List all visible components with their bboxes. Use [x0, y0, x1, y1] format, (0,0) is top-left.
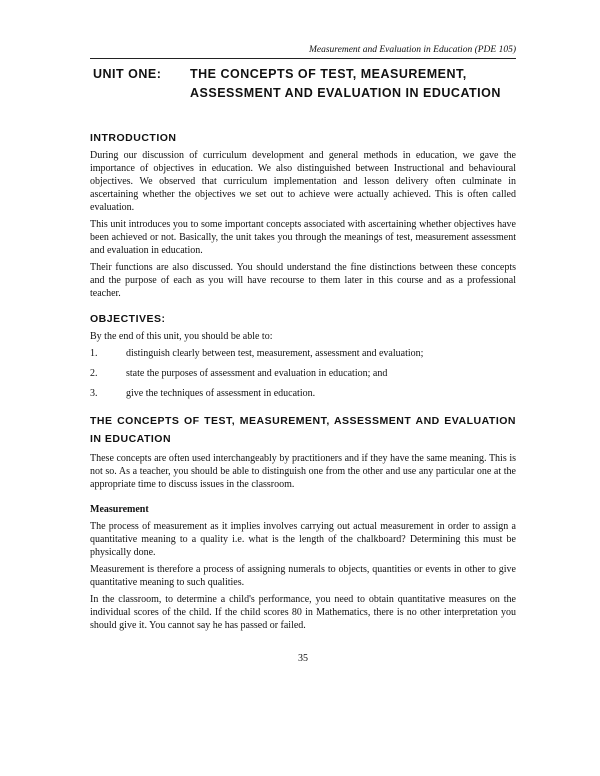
measurement-paragraph-2: Measurement is therefore a process of assigning numerals to objects, quantities or events in other to give quantitative meaning to such qualities.: [90, 564, 516, 588]
objective-number: 1.: [90, 348, 98, 359]
header-rule: [90, 58, 516, 59]
objective-item-1: [90, 347, 516, 360]
introduction-heading: INTRODUCTION: [90, 132, 177, 144]
page-number: 35: [298, 653, 308, 664]
objectives-heading: OBJECTIVES:: [90, 313, 166, 325]
objective-number: 2.: [90, 368, 98, 379]
objectives-lead: By the end of this unit, you should be able to:: [90, 331, 273, 342]
objective-text: state the purposes of assessment and evaluation in education; and: [126, 368, 388, 379]
introduction-paragraph-3: Their functions are also discussed. You should understand the fine distinctions between these concepts and the purpose of each as you will have recourse to them later in this course and as a professional teacher.: [90, 262, 516, 299]
unit-label: UNIT ONE:: [93, 67, 162, 81]
measurement-paragraph-1: The process of measurement as it implies involves carrying out actual measurement in order to assign a quantitative meaning to a quality i.e. what is the length of the chalkboard? Determining this must be physically done.: [90, 521, 516, 558]
running-header: Measurement and Evaluation in Education (PDE 105): [308, 45, 516, 55]
page-content: [90, 65, 516, 632]
concepts-paragraph: These concepts are often used interchangeably by practitioners and if they have the same meaning. This is not so. As a teacher, you should be able to distinguish one from the other and use any particular one at the appropriate time to discuss issues in the classroom.: [90, 453, 516, 490]
objectives-list: [90, 347, 516, 400]
objective-item-2: [90, 367, 516, 380]
concepts-heading: THE CONCEPTS OF TEST, MEASUREMENT, ASSESSMENT AND EVALUATION IN EDUCATION: [90, 415, 516, 445]
objective-text: distinguish clearly between test, measurement, assessment and evaluation;: [126, 348, 424, 359]
unit-heading: THE CONCEPTS OF TEST, MEASUREMENT, ASSESSMENT AND EVALUATION IN EDUCATION: [190, 67, 501, 100]
objective-number: 3.: [90, 388, 98, 399]
objective-item-3: [90, 387, 516, 400]
measurement-heading: Measurement: [90, 504, 149, 515]
introduction-paragraph-2: This unit introduces you to some important concepts associated with ascertaining whether objectives have been achieved or not. Basically, the unit takes you through the meanings of test, measurement assessment and evaluation in education.: [90, 219, 516, 256]
measurement-paragraph-3: In the classroom, to determine a child's performance, you need to obtain quantitative measures on the individual scores of the child. If the child scores 80 in Mathematics, there is no other interpretation you should give it. You cannot say he has passed or failed.: [90, 594, 516, 631]
objective-text: give the techniques of assessment in education.: [126, 388, 316, 399]
unit-title: [93, 65, 516, 121]
introduction-paragraph-1: During our discussion of curriculum development and general methods in education, we gave the importance of objectives in education. We also distinguished between Instructional and behavioural objectives. We observed that curriculum implementation and lesson delivery often culminate in ascertaining whether the objectives we set out to achieve were actually achieved. This is often called evaluation.: [90, 150, 516, 213]
